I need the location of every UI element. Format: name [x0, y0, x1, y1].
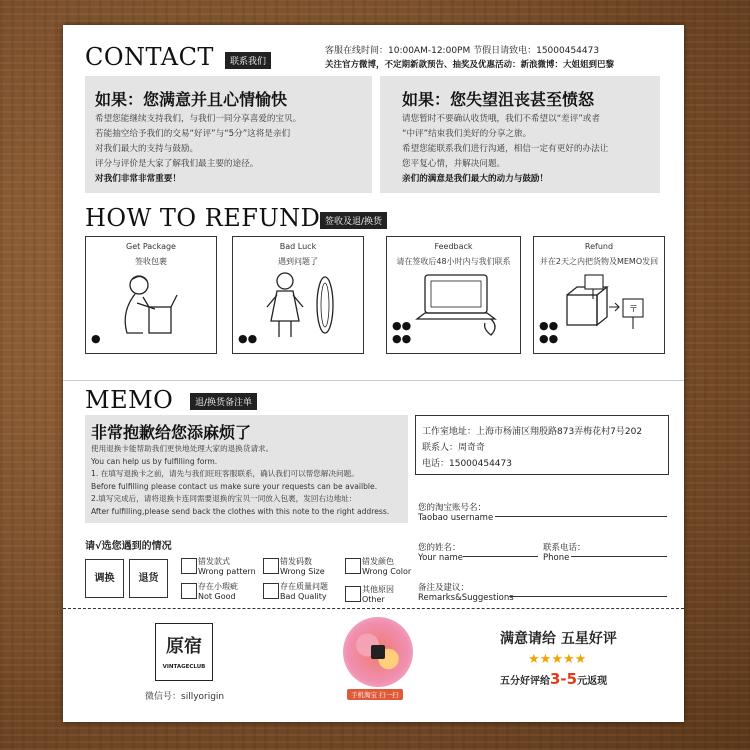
refund-tag: 签收及退/换货 — [320, 212, 387, 229]
step-card-refund — [533, 236, 665, 354]
step-label-en: Refund — [584, 242, 614, 251]
phone-label: 联系电话： Phone — [543, 543, 586, 563]
qr-code[interactable] — [343, 617, 413, 687]
step-dots: ●● — [238, 332, 258, 345]
section-divider — [63, 380, 684, 381]
option-wrong-color: 错发颜色 Wrong Color — [362, 557, 412, 576]
weibo-note: 关注官方微博，不定期新款预告、抽奖及优惠活动：新浪微博：大姐姐到巴黎 — [325, 60, 615, 70]
star-icon: ★ — [539, 652, 552, 667]
checkbox-bad-quality[interactable] — [263, 583, 279, 599]
phone-number: 电话：15000454473 — [422, 459, 512, 469]
checkbox-other[interactable] — [345, 586, 361, 602]
taobao-input[interactable] — [495, 516, 667, 517]
choose-label: 请√选您遇到的情况 — [85, 541, 172, 552]
step-dots: ●● ●● — [539, 319, 559, 345]
address-box — [415, 415, 669, 475]
sorry-box — [85, 415, 408, 523]
qr-caption: 手机淘宝 扫一扫 — [347, 689, 403, 700]
exchange-button[interactable]: 调换 — [85, 559, 124, 598]
reward-text: 五分好评给3-5元返现 — [500, 670, 608, 688]
satisfied-text: 希望您能继续支持我们，与我们一同分享喜爱的宝贝。 若能抽空给予我们的交易“好评”与“5分”这将是亲们 对我们最大的支持与鼓励。 评分与评价是大家了解我们最主要的途径。 对我们非常非常重要！ — [95, 114, 302, 184]
disappointed-title: 如果：您失望沮丧甚至愤怒 — [402, 90, 595, 109]
step-label-cn: 遇到问题了 — [278, 257, 318, 266]
phone-input[interactable] — [571, 556, 667, 557]
step-label-cn: 并在2天之内把货物及MEMO发回 — [539, 257, 659, 266]
option-wrong-size: 错发码数 Wrong Size — [280, 557, 325, 576]
star-icon: ★ — [574, 652, 587, 667]
person-with-box-icon — [111, 267, 191, 339]
remark-input[interactable] — [509, 596, 667, 597]
option-bad-quality: 存在质量问题 Bad Quality — [280, 582, 328, 601]
sorry-text: 使用退换卡能帮助我们更快地处理大家的退换货请求。 You can help us by fulfilling form. 1. 在填写退换卡之前，请先与我们旺旺客服联系，确认我们可以帮您解决问题。 Before fulfilling please contact us make sure your requests can be availble. 2.填写完成后，请将退换卡连同需要退换的宝贝一同放入包裹，发回右边地址： After fulfilling,please send back the clothes with this note to the right address. — [91, 444, 390, 516]
checkbox-wrong-pattern[interactable] — [181, 558, 197, 574]
satisfied-box — [85, 76, 372, 193]
step-label-en: Bad Luck — [279, 242, 317, 251]
star-icon: ★ — [551, 652, 563, 667]
five-stars — [528, 648, 586, 667]
step-card-bad-luck — [232, 236, 364, 354]
sorry-title: 非常抱歉给您添麻烦了 — [91, 423, 252, 442]
memo-sheet — [63, 25, 684, 722]
option-other: 其他原因 Other — [362, 585, 394, 604]
return-package-icon — [559, 269, 649, 339]
star-icon: ★ — [562, 652, 575, 667]
refund-title: HOW TO REFUND — [85, 204, 321, 232]
taobao-label: 您的淘宝账号名： Taobao username — [418, 503, 494, 523]
wechat-id: 微信号：sillyorigin — [145, 692, 225, 702]
remark-label: 备注及建议： Remarks&Suggestions — [418, 583, 514, 603]
memo-tag: 退/换货备注单 — [190, 393, 257, 410]
laptop-icon — [407, 269, 507, 339]
brand-logo: 原宿 VINTAGECLUB — [155, 623, 213, 681]
memo-title: MEMO — [85, 386, 174, 414]
service-hours: 客服在线时间：10:00AM-12:00PM 节假日请致电：15000454473 — [325, 46, 600, 56]
step-label-en: Get Package — [126, 242, 176, 251]
checkbox-not-good[interactable] — [181, 583, 197, 599]
name-label: 您的姓名： Your name — [418, 543, 463, 563]
step-card-get-package — [85, 236, 217, 354]
disappointed-text: 请您暂时不要确认收货哦，我们不希望以“差评”或者 “中评”结束我们美好的分享之旅。 希望您能联系我们进行沟通，相信一定有更好的办法让 您平复心情，并解决问题。 亲们的满意是我们最大的动力与鼓励！ — [402, 114, 609, 184]
step-label-cn: 请在签收后48小时内与我们联系 — [396, 257, 511, 266]
cut-line — [63, 608, 684, 609]
checkbox-wrong-size[interactable] — [263, 558, 279, 574]
person-mirror-icon — [263, 267, 343, 341]
step-card-feedback — [386, 236, 521, 354]
step-dots: ●● ●● — [392, 319, 412, 345]
refund-button[interactable]: 退货 — [129, 559, 168, 598]
satisfied-title: 如果：您满意并且心情愉快 — [95, 90, 288, 109]
step-label-cn: 签收包裹 — [135, 257, 167, 266]
option-wrong-pattern: 错发款式 Wrong pattern — [198, 557, 256, 576]
step-label-en: Feedback — [434, 242, 473, 251]
svg-text:〒: 〒 — [629, 305, 639, 315]
option-not-good: 存在小瑕疵 Not Good — [198, 582, 238, 601]
disappointed-box — [380, 76, 660, 193]
name-input[interactable] — [463, 556, 538, 557]
studio-address: 工作室地址：上海市杨浦区翔殷路873弄梅花村7号202 — [422, 427, 643, 437]
contact-tag: 联系我们 — [225, 52, 271, 69]
contact-title: CONTACT — [85, 43, 214, 71]
checkbox-wrong-color[interactable] — [345, 558, 361, 574]
contact-person: 联系人：周奇奇 — [422, 443, 486, 453]
review-title: 满意请给 五星好评 — [500, 631, 617, 647]
step-dots: ● — [91, 332, 101, 345]
star-icon: ★ — [528, 652, 540, 667]
